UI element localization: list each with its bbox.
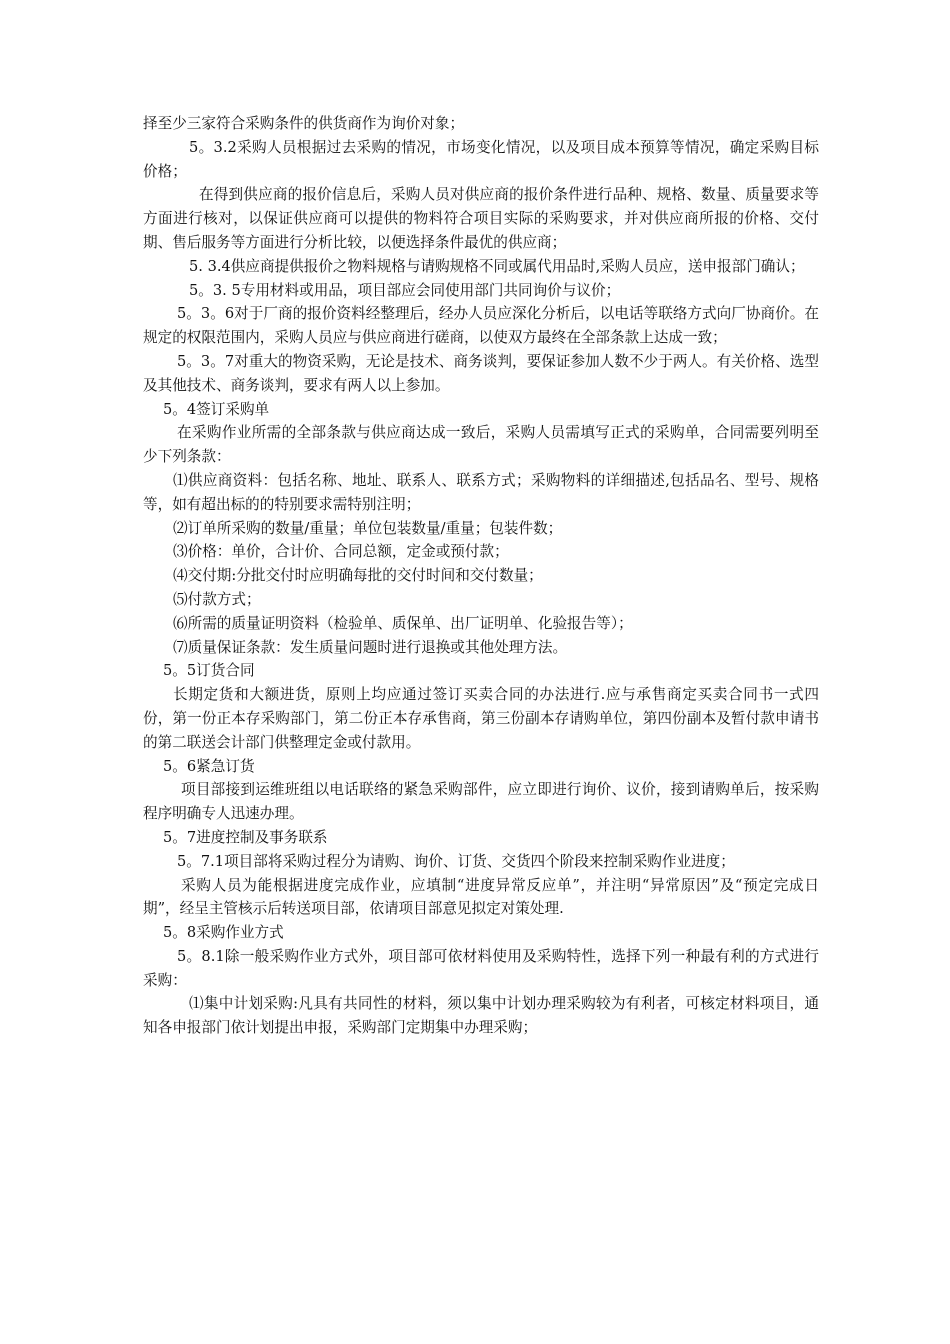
list-item-1: ⑴供应商资料：包括名称、地址、联系人、联系方式；采购物料的详细描述,包括品名、型号、规格等，如有超出标的的特别要求需特别注明； xyxy=(143,471,819,513)
list-item-2: ⑵订单所采购的数量/重量；单位包装数量/重量；包装件数； xyxy=(173,519,563,537)
list-item-3: ⑶价格：单价，合计价、合同总额，定金或预付款； xyxy=(173,543,509,561)
paragraph-2: 5。3.2采购人员根据过去采购的情况，市场变化情况，以及项目成本预算等情况，确定采购目标价格； xyxy=(143,138,819,180)
list-item-7: ⑺质量保证条款：发生质量问题时进行退换或其他处理方法。 xyxy=(173,638,568,656)
paragraph-9: 在采购作业所需的全部条款与供应商达成一致后，采购人员需填写正式的采购单，合同需要列明至少下列条款： xyxy=(143,424,819,466)
section-heading-5-6: 5。6紧急订货 xyxy=(163,757,255,775)
list-item-5: ⑸付款方式； xyxy=(173,590,261,608)
section-heading-5-5: 5。5订货合同 xyxy=(163,662,255,680)
section-heading-5-4: 5。4签订采购单 xyxy=(163,400,270,418)
paragraph-26: ⑴集中计划采购:凡具有共同性的材料，须以集中计划办理采购较为有利者，可核定材料项目，通知各申报部门依计划提出申报，采购部门定期集中办理采购； xyxy=(143,995,819,1037)
paragraph-5: 5。3. 5专用材料或用品，项目部应会同使用部门共同询价与议价； xyxy=(189,281,621,299)
section-heading-5-7: 5。7进度控制及事务联系 xyxy=(163,828,328,846)
paragraph-1: 择至少三家符合采购条件的供货商作为询价对象； xyxy=(143,115,465,132)
paragraph-3: 在得到供应商的报价信息后，采购人员对供应商的报价条件进行品种、规格、数量、质量要求等方面进行核对，以保证供应商可以提供的物料符合项目实际的采购要求，并对供应商所报的价格、交付期、售后服务等方面进行分析比较，以便选择条件最优的供应商； xyxy=(143,186,819,251)
paragraph-18: 长期定货和大额进货，原则上均应通过签订买卖合同的办法进行.应与承售商定买卖合同书一式四份，第一份正本存采购部门，第二份正本存承售商，第三份副本存请购单位，第四份副本及暂付款申请书的第二联送会计部门供整理定金或付款用。 xyxy=(143,686,819,751)
paragraph-20: 项目部接到运维班组以电话联络的紧急采购部件，应立即进行询价、议价，接到请购单后，按采购程序明确专人迅速办理。 xyxy=(143,781,819,823)
document-page xyxy=(143,112,819,1040)
paragraph-23: 采购人员为能根据进度完成作业，应填制“进度异常反应单”，并注明“异常原因”及“预定完成日期”，经呈主管核示后转送项目部，依请项目部意见拟定对策处理. xyxy=(143,876,819,918)
list-item-6: ⑹所需的质量证明资料（检验单、质保单、出厂证明单、化验报告等）； xyxy=(173,614,633,632)
paragraph-6: 5。3。6对于厂商的报价资料经整理后，经办人员应深化分析后，以电话等联络方式向厂协商价。在规定的权限范围内，采购人员应与供应商进行磋商，以使双方最终在全部条款上达成一致； xyxy=(143,305,819,347)
section-heading-5-8: 5。8采购作业方式 xyxy=(163,924,284,942)
paragraph-25: 5。8.1除一般采购作业方式外，项目部可依材料使用及采购特性，选择下列一种最有利的方式进行采购： xyxy=(143,947,819,989)
list-item-4: ⑷交付期:分批交付时应明确每批的交付时间和交付数量； xyxy=(173,567,543,585)
paragraph-22: 5。7.1项目部将采购过程分为请购、询价、订货、交货四个阶段来控制采购作业进度； xyxy=(177,852,735,870)
paragraph-4: 5. 3.4供应商提供报价之物料规格与请购规格不同或属代用品时,采购人员应，送申报部门确认； xyxy=(189,257,805,275)
paragraph-7: 5。3。7对重大的物资采购，无论是技术、商务谈判，要保证参加人数不少于两人。有关价格、选型及其他技术、商务谈判，要求有两人以上参加。 xyxy=(143,352,819,394)
